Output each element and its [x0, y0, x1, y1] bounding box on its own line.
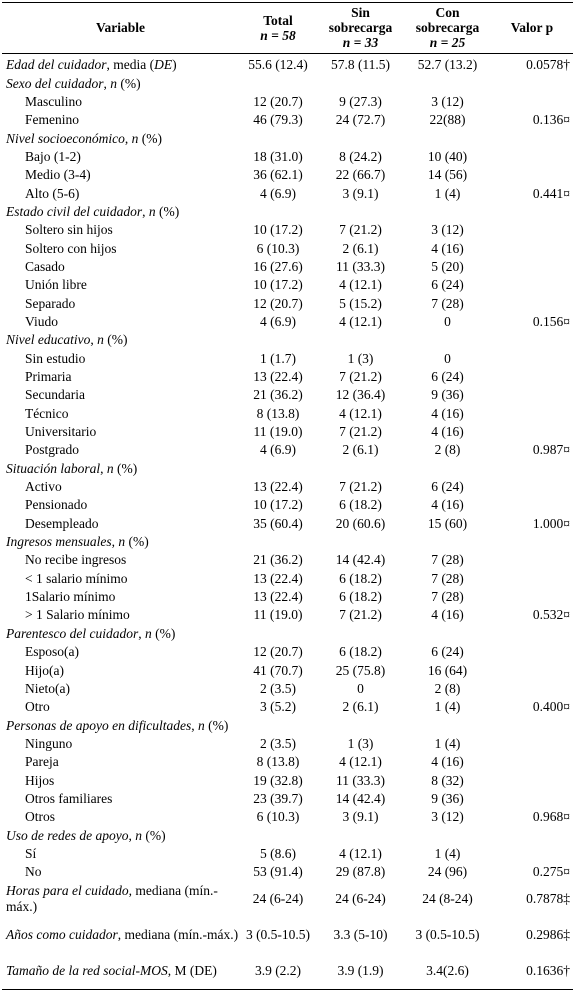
cell-con-sobrecarga: 8 (32) [431, 772, 464, 788]
row-label: Ninguno [25, 735, 73, 751]
header-valor-p: Valor p [510, 20, 554, 35]
cell-valor-p [491, 129, 573, 147]
cell-total: 11 (19.0) [253, 607, 303, 623]
cell-valor-p [491, 570, 573, 588]
cell-total: 35 (60.4) [253, 515, 303, 531]
cell-con-sobrecarga: 5 (20) [431, 258, 464, 274]
cell-valor-p: 0.0578† [526, 57, 570, 73]
table-row [2, 203, 573, 221]
cell-sin-sobrecarga: 6 (18.2) [339, 589, 382, 605]
cell-sin-sobrecarga: 4 (12.1) [339, 277, 382, 293]
cell-sin-sobrecarga: 6 (18.2) [339, 644, 382, 660]
cell-con-sobrecarga: 1 (4) [434, 845, 461, 861]
cell-valor-p [491, 625, 573, 643]
cell-valor-p: 0.1636† [526, 963, 570, 979]
cell-valor-p: 0.7878‡ [526, 891, 570, 907]
row-label: Nieto(a) [25, 680, 70, 696]
table-row [2, 753, 573, 771]
row-label: Femenino [25, 112, 79, 128]
row-label: Otros familiares [25, 790, 113, 806]
cell-valor-p [491, 478, 573, 496]
cell-valor-p [491, 239, 573, 257]
cell-sin-sobrecarga: 11 (33.3) [336, 258, 385, 274]
table-row [2, 478, 573, 496]
table-row [2, 313, 573, 331]
cell-sin-sobrecarga: 24 (72.7) [335, 112, 386, 128]
cell-sin-sobrecarga: 6 (18.2) [339, 570, 382, 586]
table-row [2, 643, 573, 661]
row-label: No recibe ingresos [25, 552, 127, 568]
table-row [2, 111, 573, 129]
cell-valor-p [491, 735, 573, 753]
table-row [2, 606, 573, 624]
cell-sin-sobrecarga: 3.9 (1.9) [337, 963, 384, 979]
cell-total: 21 (36.2) [253, 552, 303, 568]
table-row [2, 368, 573, 386]
cell-total [239, 716, 317, 734]
table-row [2, 386, 573, 404]
cell-sin-sobrecarga: 7 (21.2) [339, 369, 382, 385]
cell-sin-sobrecarga: 22 (66.7) [335, 167, 386, 183]
row-label: Universitario [25, 424, 97, 440]
cell-valor-p [491, 258, 573, 276]
cell-valor-p [491, 221, 573, 239]
table-row [2, 184, 573, 202]
row-label: Pensionado [25, 497, 88, 513]
cell-valor-p [491, 74, 573, 92]
cell-con-sobrecarga: 22(88) [429, 112, 466, 128]
cell-sin-sobrecarga: 7 (21.2) [339, 607, 382, 623]
row-label: Desempleado [25, 515, 99, 531]
cell-valor-p [491, 93, 573, 111]
row-label: Separado [25, 295, 76, 311]
cell-total: 13 (22.4) [253, 589, 303, 605]
cell-con-sobrecarga: 6 (24) [431, 277, 464, 293]
cell-total [239, 533, 317, 551]
cell-valor-p [491, 460, 573, 478]
table-row [2, 863, 573, 881]
row-label: Otros [25, 809, 55, 825]
cell-valor-p [491, 423, 573, 441]
cell-con-sobrecarga: 7 (28) [431, 570, 464, 586]
cell-total: 11 (19.0) [253, 424, 303, 440]
table-row [2, 129, 573, 147]
cell-valor-p [491, 496, 573, 514]
cell-sin-sobrecarga: 3 (9.1) [342, 809, 379, 825]
row-label: Personas de apoyo en dificultades, n (%) [6, 717, 229, 733]
cell-valor-p [491, 845, 573, 863]
cell-valor-p: 0.987¤ [532, 442, 570, 458]
table-row [2, 441, 573, 459]
cell-con-sobrecarga [404, 129, 491, 147]
cell-total: 53 (91.4) [253, 864, 303, 880]
cell-valor-p [491, 533, 573, 551]
cell-con-sobrecarga: 3 (12) [431, 93, 464, 109]
row-label: Uso de redes de apoyo, n (%) [6, 827, 166, 843]
cell-sin-sobrecarga [317, 716, 404, 734]
header-sin-sobrecarga: Sin sobrecarga n = 33 [328, 5, 393, 50]
table-row [2, 808, 573, 826]
row-label: Alto (5-6) [25, 185, 80, 201]
cell-con-sobrecarga: 4 (16) [431, 607, 464, 623]
cell-total: 10 (17.2) [253, 277, 303, 293]
cell-con-sobrecarga [404, 716, 491, 734]
cell-con-sobrecarga: 1 (4) [434, 185, 461, 201]
cell-valor-p [491, 405, 573, 423]
cell-total: 41 (70.7) [253, 662, 303, 678]
cell-con-sobrecarga: 3.4(2.6) [426, 963, 469, 979]
cell-total: 3 (0.5-10.5) [245, 927, 311, 943]
table-row [2, 258, 573, 276]
cell-con-sobrecarga: 24 (96) [427, 864, 468, 880]
cell-valor-p: 0.441¤ [532, 185, 570, 201]
cell-total: 6 (10.3) [256, 809, 300, 825]
table-row [2, 221, 573, 239]
cell-sin-sobrecarga: 7 (21.2) [339, 424, 382, 440]
cell-total: 19 (32.8) [253, 772, 303, 788]
cell-sin-sobrecarga: 14 (42.4) [335, 552, 386, 568]
cell-valor-p [491, 753, 573, 771]
cell-valor-p [491, 294, 573, 312]
row-label: Primaria [25, 369, 72, 385]
cell-total: 2 (3.5) [260, 680, 296, 696]
cell-con-sobrecarga [404, 331, 491, 349]
header-variable: Variable [95, 20, 145, 35]
cell-con-sobrecarga: 52.7 (13.2) [417, 57, 478, 73]
cell-total [239, 129, 317, 147]
cell-con-sobrecarga: 15 (60) [427, 515, 468, 531]
cell-total: 4 (6.9) [260, 185, 296, 201]
cell-con-sobrecarga: 9 (36) [431, 790, 464, 806]
row-label: Sin estudio [25, 350, 86, 366]
cell-valor-p: 0.136¤ [532, 112, 570, 128]
cell-valor-p [491, 166, 573, 184]
cell-valor-p: 0.156¤ [532, 313, 570, 329]
cell-total [239, 460, 317, 478]
cell-valor-p [491, 588, 573, 606]
cell-total: 12 (20.7) [253, 295, 303, 311]
row-label: Otro [25, 699, 50, 715]
cell-valor-p [491, 716, 573, 734]
cell-total: 4 (6.9) [260, 313, 296, 329]
table-row [2, 148, 573, 166]
cell-con-sobrecarga: 1 (4) [434, 699, 461, 715]
cell-sin-sobrecarga: 7 (21.2) [339, 222, 382, 238]
cell-sin-sobrecarga [317, 331, 404, 349]
row-label: Estado civil del cuidador, n (%) [6, 203, 180, 219]
cell-valor-p [491, 643, 573, 661]
table-row [2, 826, 573, 844]
cell-con-sobrecarga: 1 (4) [434, 735, 461, 751]
cell-con-sobrecarga: 4 (16) [431, 497, 464, 513]
cell-total: 10 (17.2) [253, 222, 303, 238]
header-con-sobrecarga: Con sobrecarga n = 25 [415, 5, 480, 50]
cell-con-sobrecarga: 6 (24) [431, 644, 464, 660]
cell-sin-sobrecarga [317, 129, 404, 147]
cell-total: 21 (36.2) [253, 387, 303, 403]
cell-sin-sobrecarga: 2 (6.1) [342, 240, 379, 256]
row-label: Edad del cuidador, media (DE) [6, 57, 177, 73]
cell-sin-sobrecarga: 1 (3) [347, 735, 374, 751]
row-label: Masculino [25, 93, 82, 109]
cell-sin-sobrecarga [317, 625, 404, 643]
row-label: Sí [25, 845, 37, 861]
table-row [2, 294, 573, 312]
cell-sin-sobrecarga: 8 (24.2) [339, 148, 382, 164]
table-row [2, 350, 573, 368]
cell-con-sobrecarga: 3 (12) [431, 809, 464, 825]
cell-sin-sobrecarga: 14 (42.4) [335, 790, 386, 806]
table-row [2, 460, 573, 478]
table-row [2, 331, 573, 349]
cell-sin-sobrecarga: 12 (36.4) [335, 387, 386, 403]
row-label: Casado [25, 258, 65, 274]
cell-con-sobrecarga: 7 (28) [431, 295, 464, 311]
cell-valor-p [491, 826, 573, 844]
cell-sin-sobrecarga: 1 (3) [347, 350, 374, 366]
table-row [2, 588, 573, 606]
row-label: Técnico [25, 405, 69, 421]
header-row [2, 3, 573, 54]
cell-total: 3.9 (2.2) [254, 963, 302, 979]
row-label: Unión libre [25, 277, 87, 293]
cell-con-sobrecarga: 7 (28) [431, 552, 464, 568]
row-label: Situación laboral, n (%) [6, 460, 138, 476]
cell-total: 6 (10.3) [256, 240, 300, 256]
cell-valor-p [491, 350, 573, 368]
table-row [2, 276, 573, 294]
cell-sin-sobrecarga: 4 (12.1) [339, 754, 382, 770]
cell-con-sobrecarga: 4 (16) [431, 424, 464, 440]
table-row [2, 570, 573, 588]
results-table [2, 2, 573, 990]
table-row [2, 405, 573, 423]
cell-con-sobrecarga [404, 533, 491, 551]
cell-total: 18 (31.0) [253, 148, 303, 164]
cell-valor-p: 0.968¤ [532, 809, 570, 825]
table-row [2, 423, 573, 441]
cell-total: 16 (27.6) [253, 258, 303, 274]
cell-con-sobrecarga: 0 [444, 313, 451, 329]
cell-valor-p [491, 790, 573, 808]
cell-con-sobrecarga [404, 74, 491, 92]
table-row [2, 515, 573, 533]
cell-sin-sobrecarga: 29 (87.8) [335, 864, 386, 880]
cell-con-sobrecarga: 2 (8) [434, 680, 461, 696]
table-row [2, 771, 573, 789]
cell-valor-p [491, 661, 573, 679]
cell-total: 10 (17.2) [253, 497, 303, 513]
cell-con-sobrecarga [404, 826, 491, 844]
cell-valor-p: 0.2986‡ [526, 927, 570, 943]
row-label: Hijos [25, 772, 55, 788]
row-label: Horas para el cuidado, mediana (mín.-máx.) [6, 883, 218, 915]
cell-sin-sobrecarga: 9 (27.3) [339, 93, 382, 109]
cell-sin-sobrecarga [317, 203, 404, 221]
cell-total: 13 (22.4) [253, 369, 303, 385]
cell-valor-p [491, 203, 573, 221]
table-row [2, 716, 573, 734]
cell-con-sobrecarga: 9 (36) [431, 387, 464, 403]
cell-sin-sobrecarga: 25 (75.8) [335, 662, 386, 678]
cell-con-sobrecarga: 4 (16) [431, 405, 464, 421]
row-label: Medio (3-4) [25, 167, 91, 183]
row-label: Nivel socioeconómico, n (%) [6, 130, 162, 146]
cell-sin-sobrecarga: 7 (21.2) [339, 479, 382, 495]
cell-total: 13 (22.4) [253, 479, 303, 495]
table-row [2, 74, 573, 92]
cell-total: 12 (20.7) [253, 93, 303, 109]
table-row [2, 551, 573, 569]
cell-total: 4 (6.9) [260, 442, 296, 458]
cell-total: 12 (20.7) [253, 644, 303, 660]
cell-sin-sobrecarga [317, 74, 404, 92]
cell-con-sobrecarga: 0 [444, 350, 451, 366]
cell-sin-sobrecarga: 20 (60.6) [335, 515, 386, 531]
cell-total [239, 625, 317, 643]
cell-con-sobrecarga: 3 (12) [431, 222, 464, 238]
table-row [2, 533, 573, 551]
cell-sin-sobrecarga: 0 [357, 680, 364, 696]
cell-valor-p [491, 368, 573, 386]
cell-sin-sobrecarga: 4 (12.1) [339, 845, 382, 861]
cell-total: 23 (39.7) [253, 790, 303, 806]
cell-valor-p: 1.000¤ [532, 515, 570, 531]
cell-con-sobrecarga: 7 (28) [431, 589, 464, 605]
row-label: No [25, 864, 42, 880]
table-row [2, 881, 573, 917]
row-label: Pareja [25, 754, 59, 770]
cell-con-sobrecarga: 10 (40) [427, 148, 468, 164]
cell-con-sobrecarga: 2 (8) [434, 442, 461, 458]
cell-valor-p [491, 386, 573, 404]
row-label: Soltero con hijos [25, 240, 117, 256]
table-row [2, 680, 573, 698]
cell-valor-p: 0.532¤ [532, 607, 570, 623]
header-total: Total n = 58 [260, 12, 296, 43]
cell-sin-sobrecarga: 3.3 (5-10) [333, 927, 388, 943]
cell-total: 1 (1.7) [260, 350, 296, 366]
cell-total: 55.6 (12.4) [248, 57, 308, 73]
row-label: Viudo [25, 313, 58, 329]
row-label: Sexo del cuidador, n (%) [6, 75, 141, 91]
cell-total [239, 331, 317, 349]
cell-total: 13 (22.4) [253, 570, 303, 586]
cell-total: 8 (13.8) [256, 754, 300, 770]
cell-total: 24 (6-24) [252, 891, 304, 907]
cell-valor-p [491, 680, 573, 698]
row-label: Soltero sin hijos [25, 222, 113, 238]
row-label: Tamaño de la red social-MOS, M (DE) [6, 963, 217, 979]
cell-con-sobrecarga: 4 (16) [431, 754, 464, 770]
cell-con-sobrecarga [404, 625, 491, 643]
cell-total: 2 (3.5) [260, 735, 296, 751]
cell-sin-sobrecarga [317, 533, 404, 551]
cell-con-sobrecarga: 6 (24) [431, 369, 464, 385]
row-label: Nivel educativo, n (%) [6, 332, 128, 348]
row-label: Postgrado [25, 442, 79, 458]
table-row [2, 54, 573, 75]
cell-sin-sobrecarga: 57.8 (11.5) [330, 57, 391, 73]
cell-sin-sobrecarga: 4 (12.1) [339, 313, 382, 329]
cell-total [239, 826, 317, 844]
row-label: Parentesco del cuidador, n (%) [6, 625, 176, 641]
cell-total: 8 (13.8) [256, 405, 300, 421]
cell-total [239, 203, 317, 221]
cell-valor-p [491, 148, 573, 166]
cell-sin-sobrecarga: 6 (18.2) [339, 497, 382, 513]
cell-con-sobrecarga [404, 460, 491, 478]
row-label: Hijo(a) [25, 662, 64, 678]
cell-total: 46 (79.3) [253, 112, 303, 128]
row-label: < 1 salario mínimo [25, 570, 128, 586]
cell-con-sobrecarga [404, 203, 491, 221]
cell-valor-p [491, 276, 573, 294]
table-row [2, 917, 573, 953]
cell-valor-p: 0.400¤ [532, 699, 570, 715]
table-row [2, 496, 573, 514]
row-label: Secundaria [25, 387, 85, 403]
row-label: 1Salario mínimo [25, 589, 116, 605]
cell-sin-sobrecarga: 4 (12.1) [339, 405, 382, 421]
table-row [2, 698, 573, 716]
cell-total [239, 74, 317, 92]
cell-total: 5 (8.6) [260, 845, 296, 861]
cell-con-sobrecarga: 16 (64) [427, 662, 468, 678]
cell-sin-sobrecarga: 2 (6.1) [342, 699, 379, 715]
cell-sin-sobrecarga [317, 460, 404, 478]
cell-total: 3 (5.2) [260, 699, 296, 715]
cell-con-sobrecarga: 14 (56) [427, 167, 468, 183]
row-label: Años como cuidador, mediana (mín.-máx.) [6, 927, 239, 943]
cell-con-sobrecarga: 6 (24) [431, 479, 464, 495]
cell-valor-p: 0.275¤ [532, 864, 570, 880]
cell-sin-sobrecarga: 24 (6-24) [335, 891, 386, 907]
cell-valor-p [491, 771, 573, 789]
table-row [2, 93, 573, 111]
table-row [2, 953, 573, 990]
cell-sin-sobrecarga: 2 (6.1) [342, 442, 379, 458]
row-label: > 1 Salario mínimo [25, 607, 130, 623]
cell-sin-sobrecarga: 3 (9.1) [342, 185, 379, 201]
row-label: Bajo (1-2) [25, 148, 81, 164]
table-row [2, 790, 573, 808]
cell-con-sobrecarga: 24 (8-24) [422, 891, 473, 907]
row-label: Ingresos mensuales, n (%) [6, 534, 149, 550]
cell-valor-p [491, 551, 573, 569]
table-row [2, 166, 573, 184]
table-row [2, 239, 573, 257]
cell-valor-p [491, 331, 573, 349]
cell-sin-sobrecarga: 11 (33.3) [336, 772, 385, 788]
cell-con-sobrecarga: 3 (0.5-10.5) [415, 927, 480, 943]
cell-total: 36 (62.1) [253, 167, 303, 183]
table-row [2, 735, 573, 753]
table-row [2, 661, 573, 679]
row-label: Activo [25, 479, 62, 495]
cell-sin-sobrecarga [317, 826, 404, 844]
table-row [2, 625, 573, 643]
cell-sin-sobrecarga: 5 (15.2) [339, 295, 382, 311]
row-label: Esposo(a) [25, 644, 79, 660]
table-row [2, 845, 573, 863]
cell-con-sobrecarga: 4 (16) [431, 240, 464, 256]
